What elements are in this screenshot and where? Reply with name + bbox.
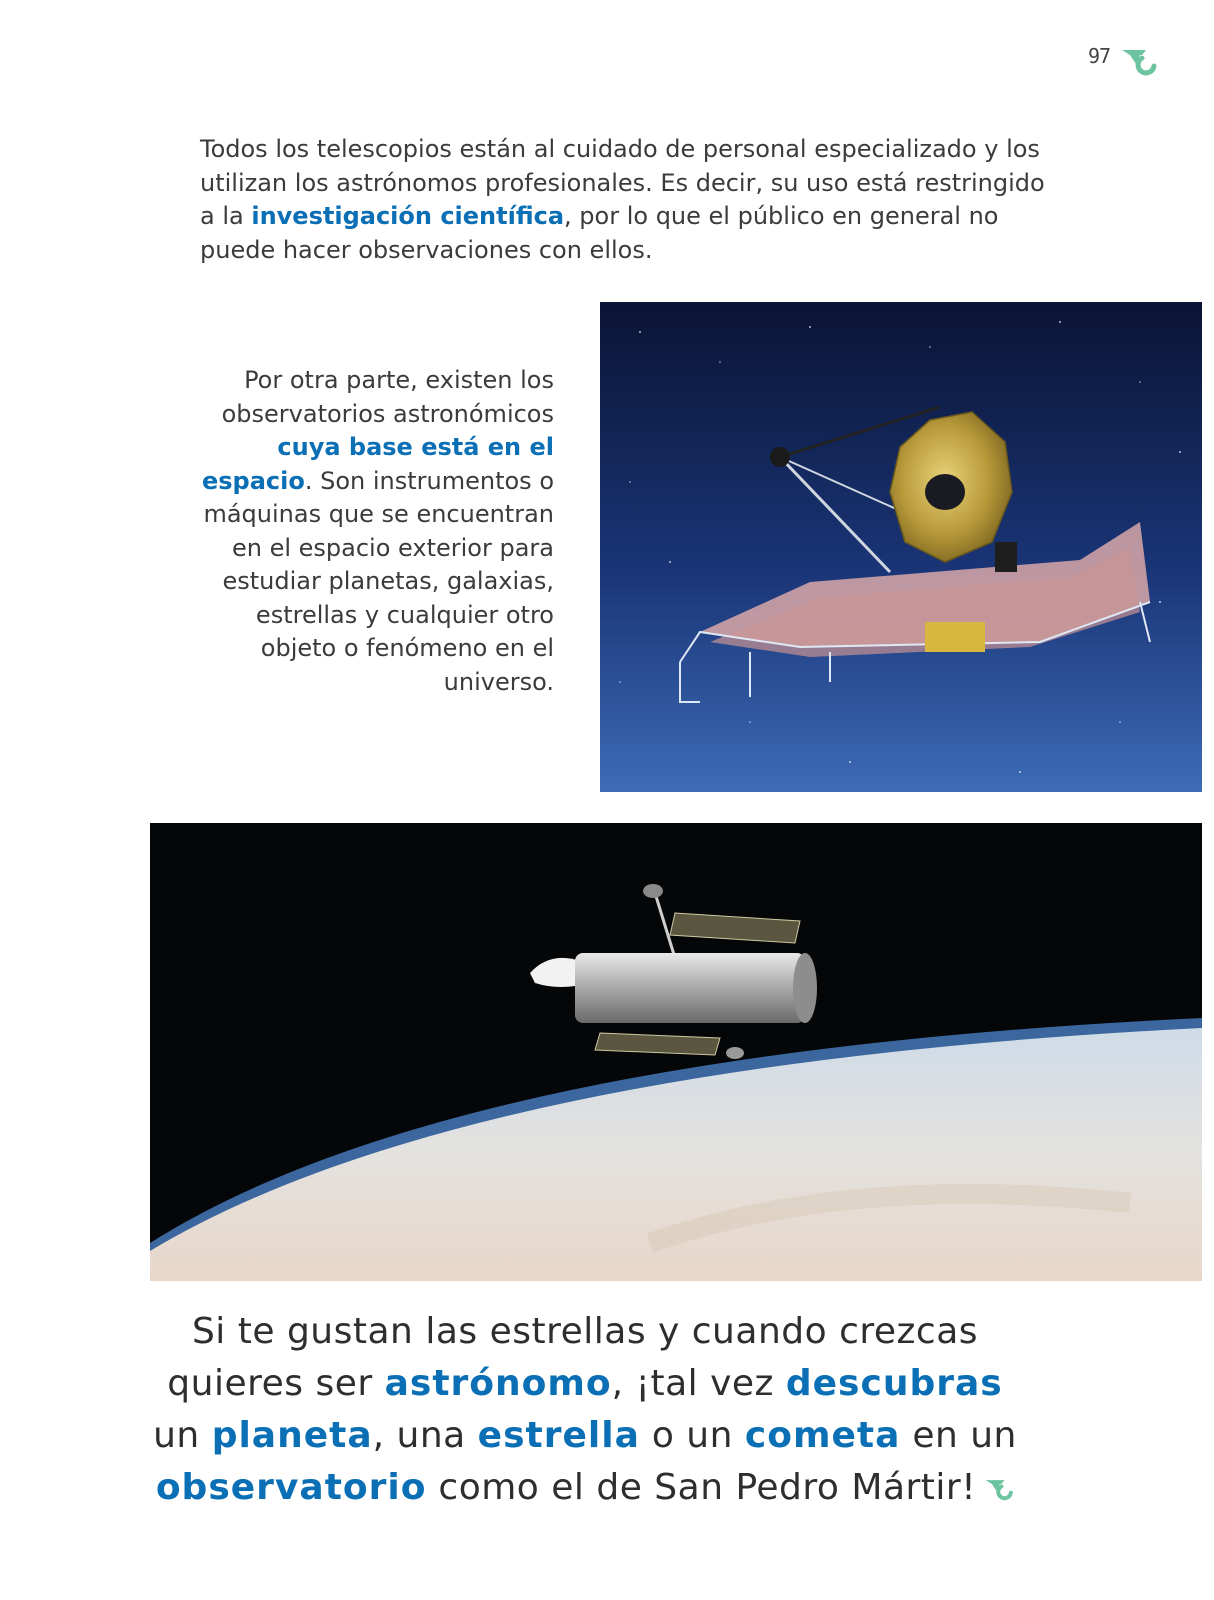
intro-highlight: investigación científica [251,202,565,230]
closing-highlight-descubras: descubras [785,1363,1003,1404]
closing-statement [150,1306,1020,1514]
closing-text-1: Si te gustan las estrellas y cuando crezcas quieres ser [167,1311,979,1404]
closing-text-6: en un [900,1415,1017,1456]
closing-text-2: , ¡tal vez [611,1363,786,1404]
closing-highlight-planeta: planeta [211,1415,373,1456]
hubble-telescope-image [150,823,1202,1281]
closing-text-5: o un [639,1415,745,1456]
intro-paragraph [200,133,1060,267]
closing-text-7: como el de San Pedro Mártir! [426,1467,977,1508]
intro-text-1: Todos los telescopios están al cuidado de personal especializado y los utilizan los astrónomos profesionales. Es decir, su uso está restringido a la [200,135,1045,230]
intro-text-2: , por lo que el público en general no puede hacer observaciones con ellos. [200,202,999,264]
page-number: 97 [1088,44,1111,68]
space-text-1: Por otra parte, existen los observatorios astronómicos [221,366,554,428]
jwst-telescope-image [600,302,1202,792]
closing-highlight-estrella: estrella [477,1415,640,1456]
space-highlight: cuya base está en el espacio [201,433,554,495]
closing-text-3: un [153,1415,212,1456]
book-logo-icon [1120,44,1158,76]
space-text-2: . Son instrumentos o máquinas que se encuentran en el espacio exterior para estudiar planetas, galaxias, estrellas y cualquier otro objeto o fenómeno en el universo. [203,466,554,696]
closing-highlight-astronomo: astrónomo [384,1363,612,1404]
book-logo-icon [984,1475,1014,1501]
closing-highlight-cometa: cometa [744,1415,901,1456]
closing-highlight-observatorio: observatorio [155,1467,427,1508]
closing-text-4: , una [372,1415,478,1456]
space-observatories-paragraph [200,364,554,699]
